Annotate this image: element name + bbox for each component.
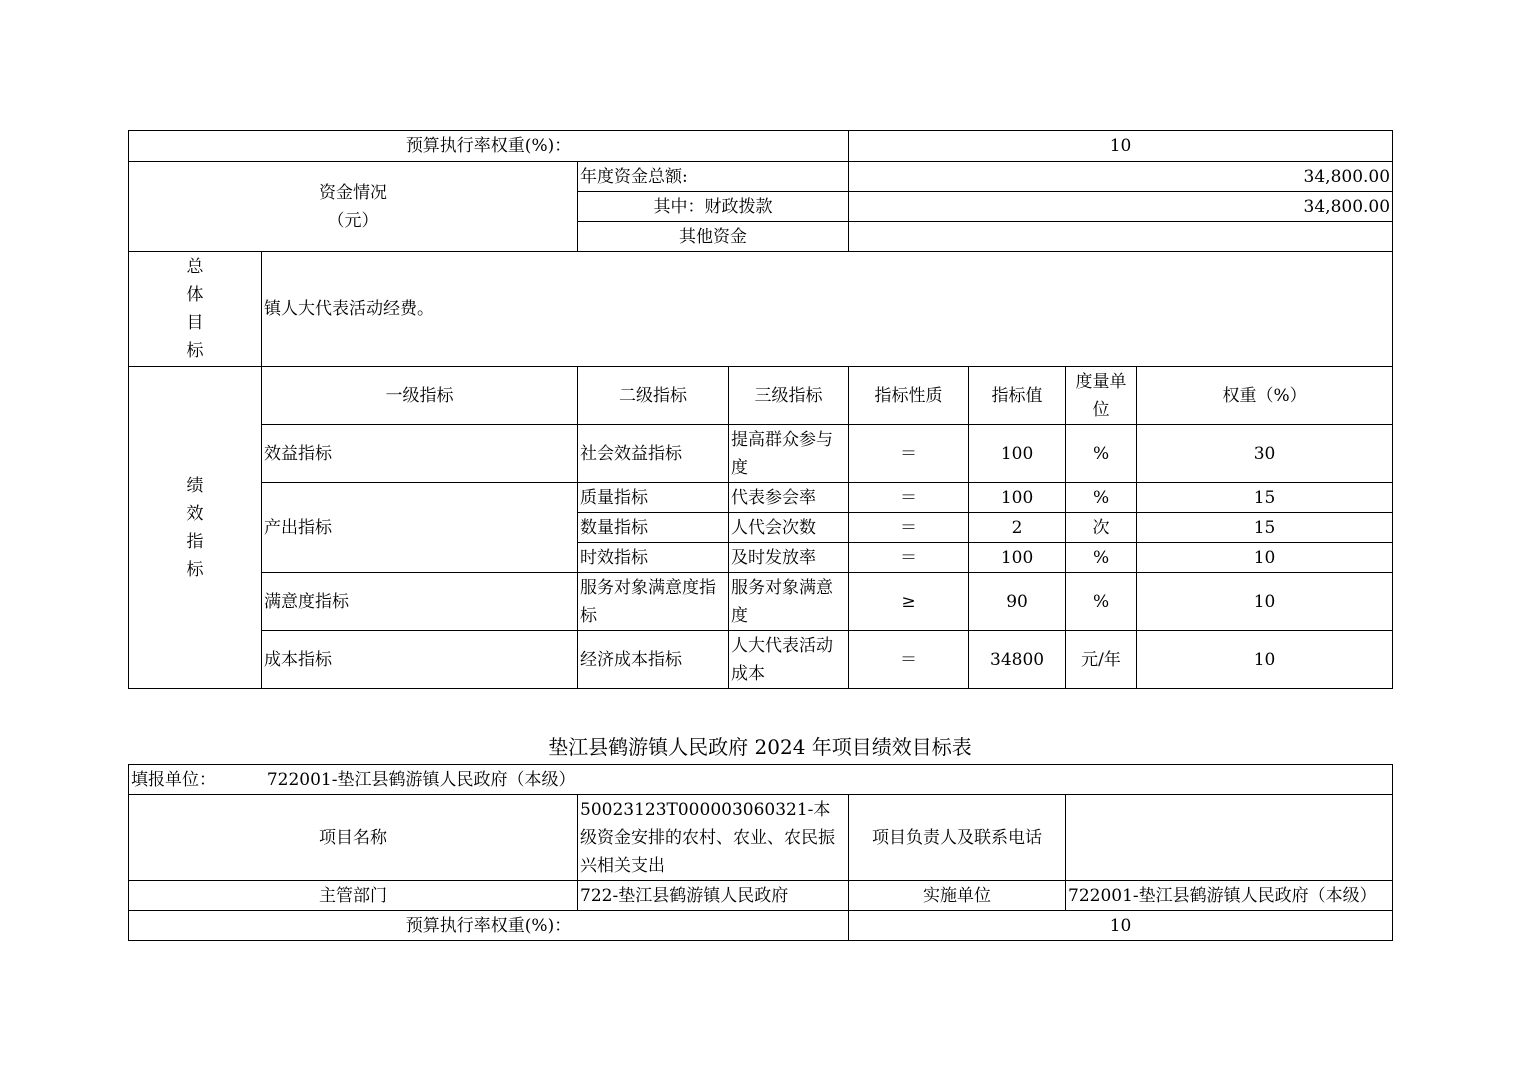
- table-row: 数量指标 人代会次数 ＝ 2 次 15: [129, 513, 1393, 543]
- other-funds-label: 其他资金: [578, 222, 849, 252]
- impl-value: 722001-垫江县鹤游镇人民政府（本级）: [1066, 881, 1393, 911]
- funds-label-line2: （元）: [327, 210, 379, 231]
- budget-rate-label-2: 预算执行率权重(%)：: [129, 911, 849, 941]
- impl-label: 实施单位: [849, 881, 1066, 911]
- table-row: 产出指标 质量指标 代表参会率 ＝ 100 % 15: [129, 483, 1393, 513]
- project-info-table: [128, 764, 1393, 941]
- table-row: 满意度指标 服务对象满意度指标 服务对象满意度 ≥ 90 % 10: [129, 573, 1393, 631]
- other-funds-value: [849, 222, 1393, 252]
- contact-value: [1066, 795, 1393, 881]
- budget-rate-value: 10: [849, 131, 1393, 162]
- header-level2: 二级指标: [578, 367, 729, 425]
- filling-unit-value: 722001-垫江县鹤游镇人民政府（本级）: [266, 769, 576, 790]
- dept-label: 主管部门: [129, 881, 578, 911]
- fiscal-label: 其中：财政拨款: [578, 192, 849, 222]
- table-row: 成本指标 经济成本指标 人大代表活动成本 ＝ 34800 元/年 10: [129, 631, 1393, 689]
- project-name-label: 项目名称: [129, 795, 578, 881]
- project-name-value: 50023123T000003060321-本级资金安排的农村、农业、农民振兴相关支出: [578, 795, 849, 881]
- table-row: 效益指标 社会效益指标 提高群众参与度 ＝ 100 % 30: [129, 425, 1393, 483]
- header-weight: 权重（%）: [1137, 367, 1393, 425]
- table-row: 时效指标 及时发放率 ＝ 100 % 10: [129, 543, 1393, 573]
- performance-table-main: [128, 130, 1393, 689]
- budget-rate-value-2: 10: [849, 911, 1393, 941]
- budget-rate-label: 预算执行率权重(%)：: [129, 131, 849, 162]
- annual-total-value: 34,800.00: [849, 162, 1393, 192]
- funds-label: [129, 162, 578, 252]
- header-level1: 一级指标: [262, 367, 578, 425]
- fiscal-value: 34,800.00: [849, 192, 1393, 222]
- contact-label: 项目负责人及联系电话: [849, 795, 1066, 881]
- dept-value: 722-垫江县鹤游镇人民政府: [578, 881, 849, 911]
- header-nature: 指标性质: [849, 367, 969, 425]
- funds-label-line1: 资金情况: [319, 182, 387, 203]
- filling-unit-label: 填报单位：: [131, 769, 216, 790]
- goal-label: 总 体 目 标: [129, 252, 262, 367]
- header-value: 指标值: [969, 367, 1066, 425]
- header-unit: 度量单位: [1066, 367, 1137, 425]
- filling-unit: [129, 765, 1393, 795]
- project-table-title: 垫江县鹤游镇人民政府 2024 年项目绩效目标表: [548, 735, 972, 759]
- goal-text: 镇人大代表活动经费。: [262, 252, 1393, 367]
- annual-total-label: 年度资金总额:: [578, 162, 849, 192]
- header-level3: 三级指标: [729, 367, 849, 425]
- perf-label: 绩 效 指 标: [129, 367, 262, 689]
